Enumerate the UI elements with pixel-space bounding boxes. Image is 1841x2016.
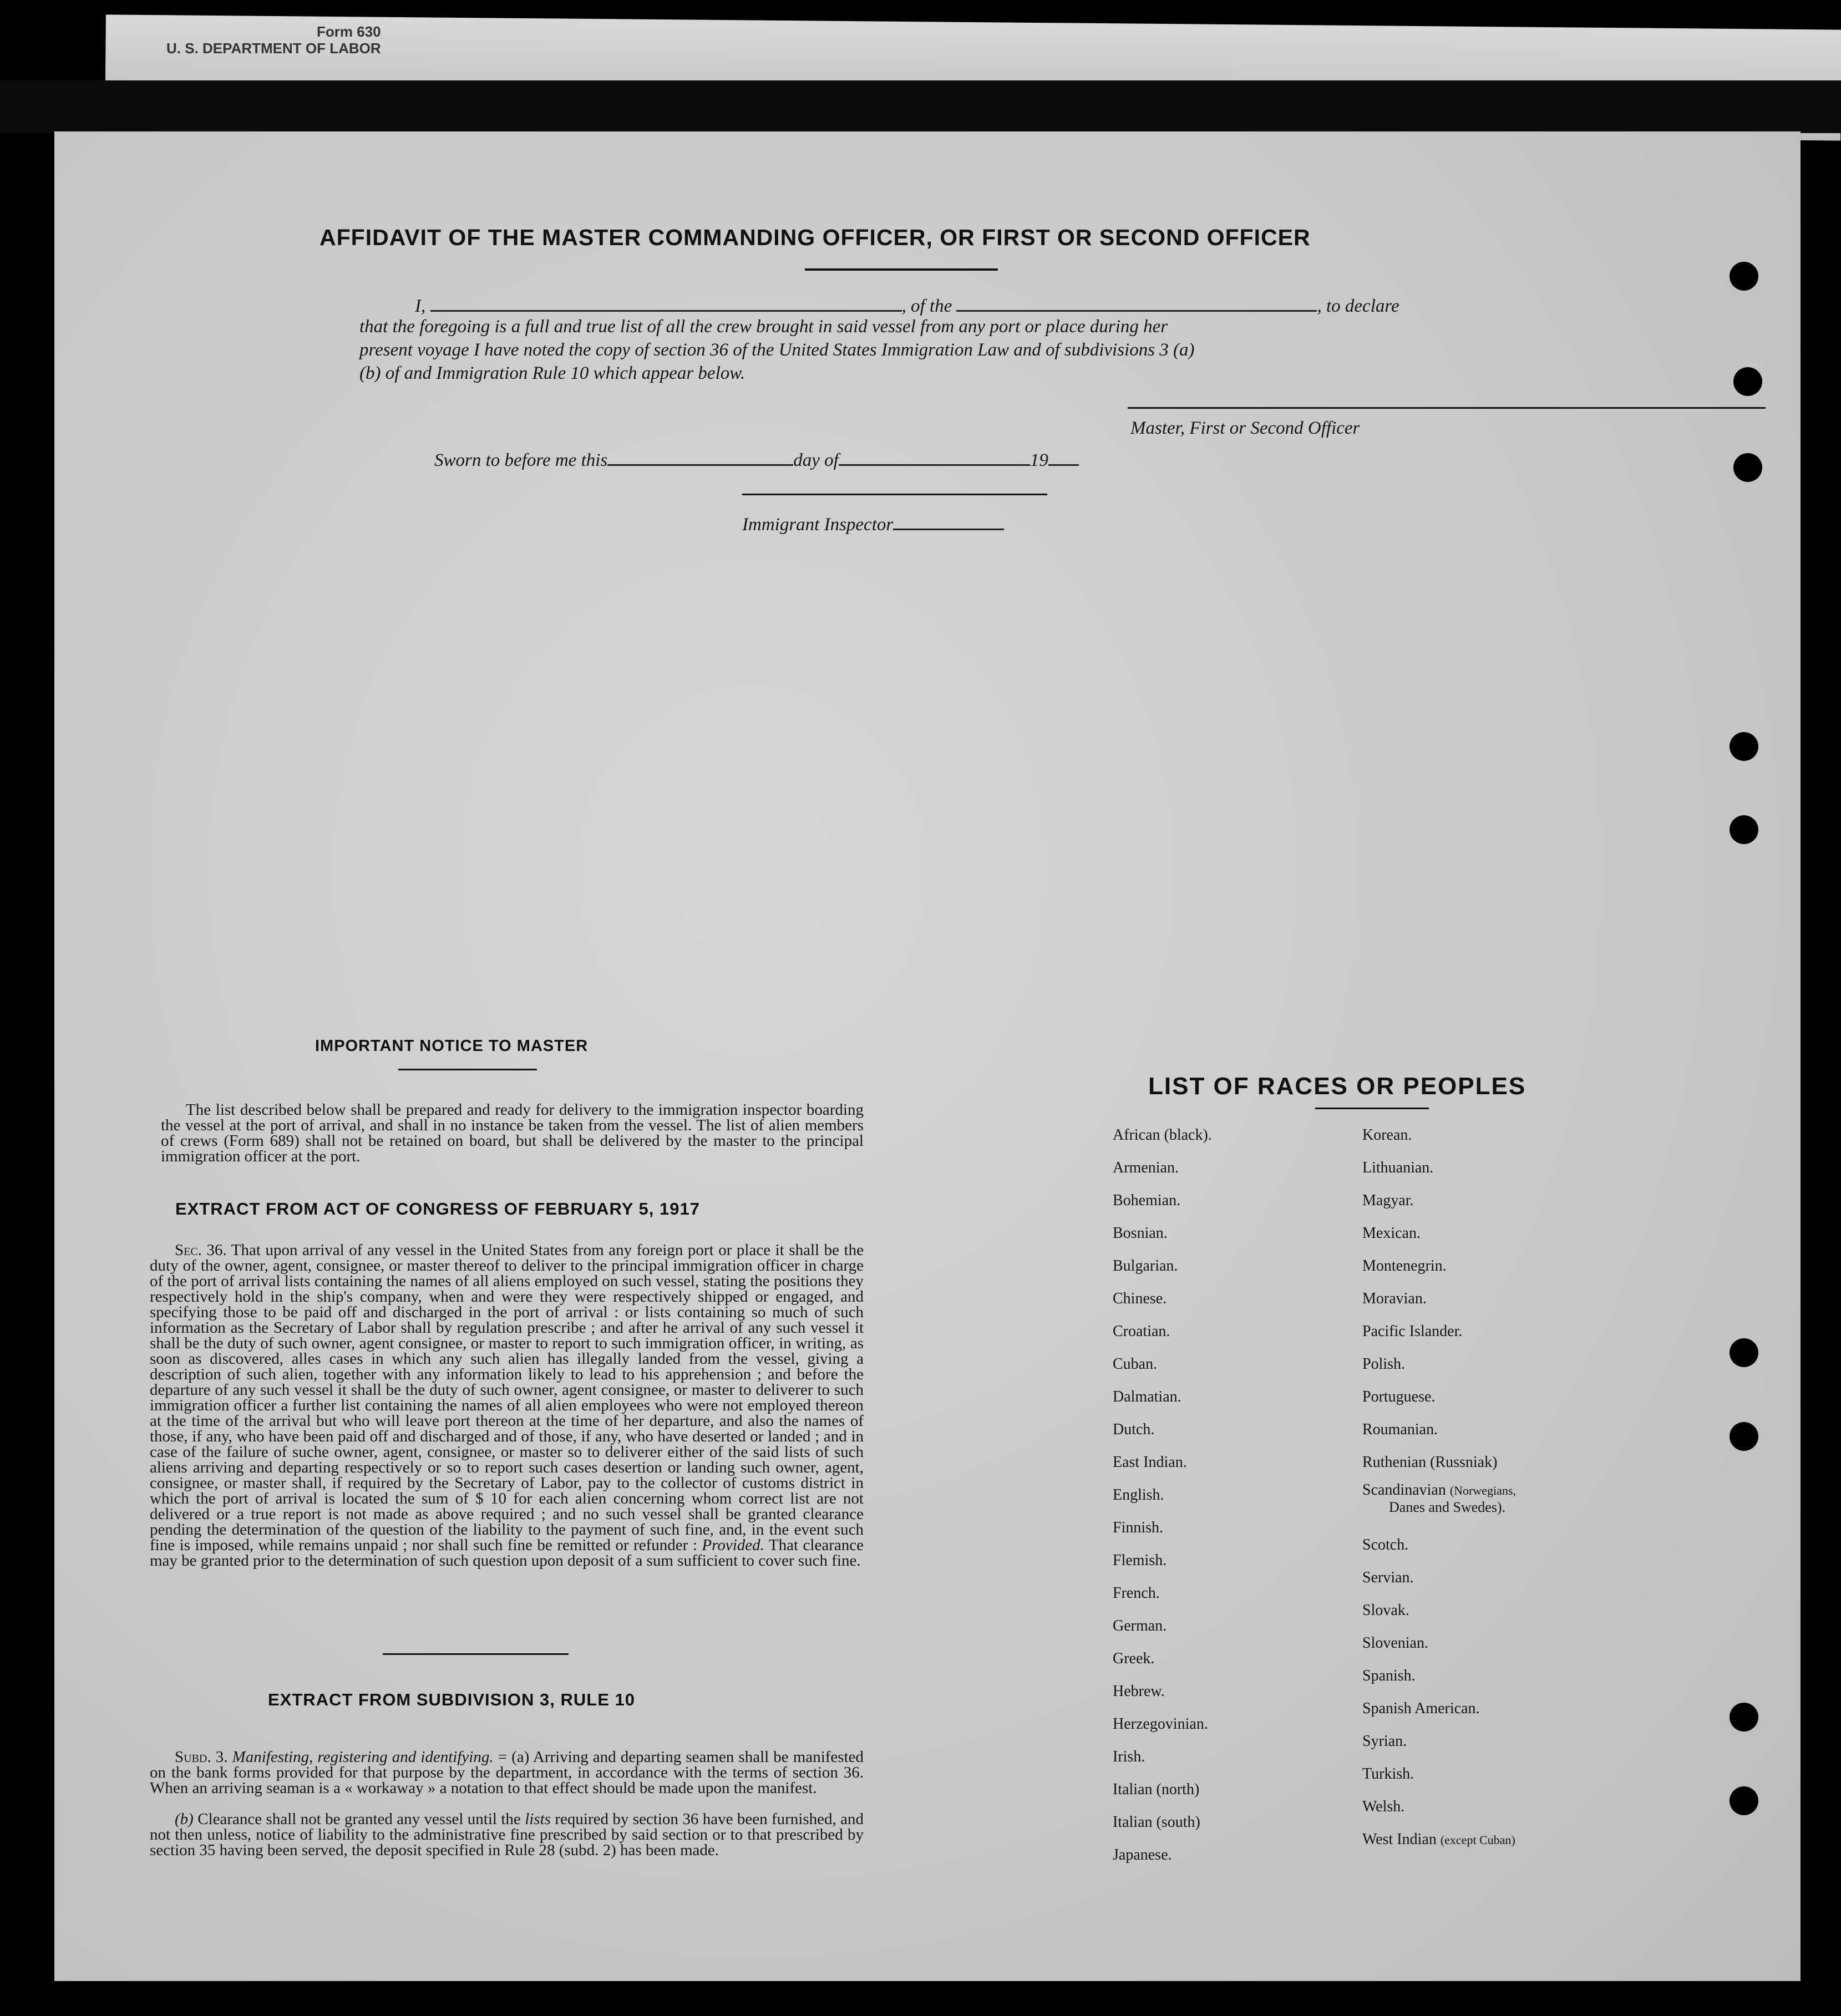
punch-hole: [1730, 1338, 1758, 1367]
inspector-line: [742, 512, 1004, 535]
sworn-label: Sworn to before me this: [434, 450, 608, 470]
punch-hole: [1733, 453, 1762, 482]
race-item: Herzegovinian.: [1113, 1715, 1208, 1733]
race-item: Italian (south): [1113, 1814, 1200, 1831]
race-item: Dutch.: [1113, 1421, 1155, 1438]
punch-hole: [1730, 1703, 1758, 1731]
punch-hole: [1733, 367, 1762, 396]
race-note: (except Cuban): [1440, 1833, 1515, 1847]
race-item: Lithuanian.: [1362, 1159, 1434, 1176]
affidavit-line-3: present voyage I have noted the copy of section 36 of the United States Immigration Law and of subdivisions 3 (a): [359, 340, 1195, 360]
race-item: Italian (north): [1113, 1781, 1200, 1798]
punch-hole: [1730, 732, 1758, 761]
punch-hole: [1730, 815, 1758, 844]
subd-a-intro: = (a): [498, 1748, 530, 1766]
race-item: Pacific Islander.: [1362, 1323, 1463, 1340]
race-item: Welsh.: [1362, 1798, 1405, 1815]
i-label: I,: [415, 296, 426, 316]
scanner-band: [0, 80, 1841, 133]
affidavit-title: AFFIDAVIT OF THE MASTER COMMANDING OFFICER, OR FIRST OR SECOND OFFICER: [319, 225, 1311, 250]
race-item: Slovenian.: [1362, 1634, 1428, 1652]
notice-rule: [398, 1069, 537, 1070]
races-column-1: [1113, 1119, 1212, 1871]
race-item: Turkish.: [1362, 1765, 1414, 1783]
races-column-2: [1362, 1119, 1516, 1856]
punch-hole: [1730, 1422, 1758, 1451]
document-page: [54, 131, 1801, 1981]
race-item: Syrian.: [1362, 1733, 1407, 1750]
rule10-title: EXTRACT FROM SUBDIVISION 3, RULE 10: [268, 1690, 635, 1709]
race-item: Cuban.: [1113, 1355, 1158, 1373]
race-item: Spanish American.: [1362, 1700, 1480, 1717]
race-item: Bulgarian.: [1113, 1257, 1178, 1274]
race-item: Bosnian.: [1113, 1225, 1168, 1242]
race-item: Mexican.: [1362, 1225, 1421, 1242]
department-name: U. S. DEPARTMENT OF LABOR: [166, 40, 381, 57]
race-item: Magyar.: [1362, 1192, 1414, 1209]
day-of-label: day of: [793, 450, 839, 470]
race-item: Hebrew.: [1113, 1683, 1165, 1700]
affidavit-line-4: (b) of and Immigration Rule 10 which appear below.: [359, 363, 745, 383]
subd-a-body: Arriving and departing seamen shall be manifested on the bank forms provided for that purpose by the department, in accordance with the terms of section 36. When an arriving seaman is a « workaway » a notation to that effect should be made upon the manifest.: [150, 1748, 864, 1797]
race-item: Servian.: [1362, 1569, 1414, 1586]
race-item: Croatian.: [1113, 1323, 1170, 1340]
act-title: EXTRACT FROM ACT OF CONGRESS OF FEBRUARY 5, 1917: [175, 1199, 700, 1218]
provided-word: Provided.: [702, 1536, 764, 1554]
race-item: Scotch.: [1362, 1536, 1409, 1553]
race-item: East Indian.: [1113, 1454, 1187, 1471]
sworn-line: [434, 448, 1079, 471]
punch-hole: [1730, 1786, 1758, 1815]
subd-b-body-2: required by section 36 have been furnished, and not then unless, notice of liability to the administrative fine prescribed by said section or to that prescribed by section 35 having been served, the deposit specified in Rule 28 (subd. 2) has been made.: [150, 1810, 864, 1859]
race-item: Roumanian.: [1362, 1421, 1438, 1438]
race-item: Greek.: [1113, 1650, 1155, 1667]
year-blank: [1048, 448, 1079, 466]
races-title: LIST OF RACES OR PEOPLES: [1148, 1073, 1526, 1100]
form-number: Form 630: [317, 23, 381, 40]
affidavit-line-2: that the foregoing is a full and true list of all the crew brought in said vessel from any port or place during her: [359, 317, 1168, 337]
race-item: Dalmatian.: [1113, 1388, 1181, 1405]
notice-text: The list described below shall be prepared and ready for delivery to the immigration inspector boarding the vessel at the port of arrival, and shall in no instance be taken from the vessel. The list of alien members of crews (Form 689) shall not be retained on board, but shall be delivered by the master to the principal immigration officer at the port.: [161, 1101, 864, 1165]
form-number-tag: [166, 23, 381, 57]
punch-hole: [1730, 262, 1758, 291]
year-prefix: 19: [1029, 450, 1048, 470]
race-item: Irish.: [1113, 1748, 1145, 1765]
day-blank: [607, 448, 793, 466]
race-item: Finnish.: [1113, 1519, 1164, 1536]
subd-b-label: (b): [175, 1810, 194, 1828]
vessel-blank: [956, 293, 1317, 312]
lists-word: lists: [525, 1810, 551, 1828]
month-blank: [839, 448, 1030, 466]
race-item: German.: [1113, 1617, 1167, 1634]
race-item: African (black).: [1113, 1126, 1212, 1144]
race-item: Montenegrin.: [1362, 1257, 1447, 1274]
race-item: Polish.: [1362, 1355, 1406, 1373]
sec-label: Sec. 36.: [175, 1241, 227, 1259]
race-item: Bohemian.: [1113, 1192, 1181, 1209]
race-main-label: Scandinavian: [1362, 1481, 1450, 1499]
act-rule: [383, 1653, 569, 1655]
race-item-west-indian: [1362, 1823, 1516, 1856]
rule10-text-b: [150, 1811, 864, 1858]
race-main-label: West Indian: [1362, 1831, 1441, 1848]
act-text: [150, 1242, 864, 1568]
master-label: Master, First or Second Officer: [1130, 418, 1360, 438]
inspector-blank: [893, 512, 1004, 530]
act-body: That upon arrival of any vessel in the United States from any foreign port or place it shall be the duty of the owner, agent, consignee, or master thereof to deliver to the principal immigration officer in charge of the port of arrival lists containing the names of all aliens employed on such vessel, stating the positions they respectively hold in the ship's company, when and were they were respectively shipped or engaged, and specifying those to be paid off and discharged in the port of arrival : or lists containing so much of such information as the Secretary of Labor shall by regulation prescribe ; and after he arrival of any such vessel it shall be the duty of such owner, agent consignee, or master to report to such immigration officer, in writing, as soon as discovered, alles cases in which any such alien has illegally landed from the vessel, giving a description of such alien, together with any information likely to lead to his apprehension ; and before the departure of any such vessel it shall be the duty of such owner, agent consignee, or master to deliverer to such immigration officer a further list containing the names of all alien employees who were not employed thereon at the time of the arrival but who will leave port thereon at the time of her departure, and also the names of those, if any, who have been paid off and discharged and of those, if any, who have deserted or landed ; and in case of the failure of suche owner, agent, consignee, or master so to deliverer either of the said lists of such aliens arriving and departing respectively or so to report such cases desertion or landing such owner, agent, consignee, or master shall, if required by the Secretary of Labor, pay to the collector of customs district in which the port of arrival is located the sum of $ 10 for each alien concerning whom correct list are not delivered or a true report is not made as above required ; and no such vessel shall be granted clearance pending the determination of the question of the liability to the payment of such fine, and, in the event such fine is imposed, while remains unpaid ; nor shall such fine be remitted or refunder :: [150, 1241, 864, 1554]
races-rule: [1315, 1108, 1429, 1109]
inspector-label: Immigrant Inspector: [742, 515, 894, 535]
rule10-text-a: [150, 1749, 864, 1796]
name-blank: [430, 293, 902, 312]
race-item: Moravian.: [1362, 1290, 1427, 1307]
race-item: Portuguese.: [1362, 1388, 1436, 1405]
race-item: Ruthenian (Russniak): [1362, 1454, 1498, 1471]
race-note: (Norwegians,: [1449, 1484, 1516, 1497]
notice-title: IMPORTANT NOTICE TO MASTER: [315, 1037, 589, 1055]
inspector-signature-line: [742, 494, 1047, 495]
title-rule: [805, 268, 998, 271]
subd-label: Subd. 3.: [175, 1748, 228, 1766]
race-item: English.: [1113, 1486, 1164, 1504]
race-item: Japanese.: [1113, 1846, 1172, 1863]
race-item: Flemish.: [1113, 1552, 1167, 1569]
to-declare-label: , to declare: [1317, 296, 1399, 316]
of-the-label: , of the: [901, 296, 952, 316]
race-item: Armenian.: [1113, 1159, 1179, 1176]
subd-b-body-1: Clearance shall not be granted any vessel until the: [197, 1810, 521, 1828]
subd-heading: Manifesting, registering and identifying.: [232, 1748, 494, 1766]
race-item: French.: [1113, 1585, 1160, 1602]
race-item: Korean.: [1362, 1126, 1412, 1144]
race-item: Slovak.: [1362, 1602, 1409, 1619]
race-item: Chinese.: [1113, 1290, 1167, 1307]
race-item: Spanish.: [1362, 1667, 1416, 1684]
race-note-line2: Danes and Swedes).: [1389, 1499, 1506, 1515]
master-signature-line: [1128, 407, 1766, 409]
race-item-scandinavian: [1362, 1479, 1516, 1528]
act-body-end: That clearance may be granted prior to the determination of such question upon deposit of a sum sufficient to cover such fine.: [150, 1536, 864, 1570]
affidavit-line-1: [415, 293, 1399, 317]
